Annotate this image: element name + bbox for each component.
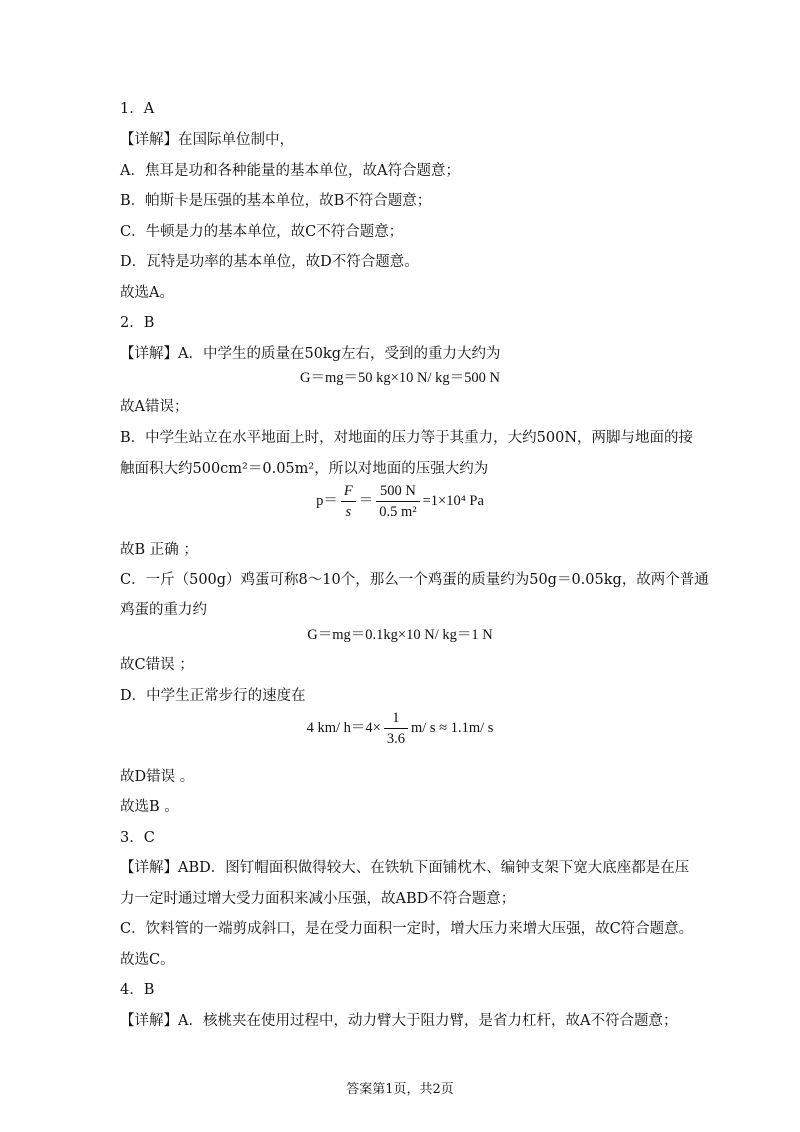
explanation-line: 鸡蛋的重力约: [120, 602, 207, 618]
explanation-line: 故C错误 ；: [120, 657, 194, 673]
explanation-line: 【详解】A．核桃夹在使用过程中，动力臂大于阻力臂，是省力杠杆，故A不符合题意；: [120, 1013, 678, 1029]
fraction-numerator: 500 N: [376, 482, 419, 502]
explanation-line: 触面积大约500cm²＝0.05m²，所以对地面的压强大约为: [120, 461, 489, 477]
explanation-line: B．帕斯卡是压强的基本单位，故B不符合题意；: [120, 193, 432, 209]
conclusion-line: 故选A。: [120, 285, 174, 301]
explanation-line: C．牛顿是力的基本单位，故C不符合题意；: [120, 224, 404, 240]
explanation-line: 故A错误；: [120, 399, 189, 415]
explanation-line: D．中学生正常步行的速度在: [120, 688, 306, 704]
formula-text: 4 km/ h＝4×: [306, 719, 381, 736]
explanation-line: 【详解】A．中学生的质量在50kg左右，受到的重力大约为: [120, 346, 501, 362]
explanation-line: 【详解】在国际单位制中，: [120, 132, 294, 148]
formula-egg-weight: G＝mg＝0.1kg×10 N/ kg＝1 N: [307, 627, 493, 643]
formula-text: ＝: [358, 492, 374, 509]
explanation-line: A．焦耳是功和各种能量的基本单位，故A符合题意；: [120, 163, 460, 179]
formula-text: p＝: [316, 492, 338, 509]
fraction: [341, 482, 356, 521]
formula-text: =1×10⁴ Pa: [422, 492, 484, 509]
explanation-line: C．一斤（500g）鸡蛋可称8～10个，那么一个鸡蛋的质量约为50g＝0.05kg，故两个普通: [120, 572, 709, 588]
fraction-denominator: 0.5 m²: [379, 504, 417, 520]
explanation-line: B．中学生站立在水平地面上时，对地面的压力等于其重力，大约500N，两脚与地面的接: [120, 430, 694, 446]
formula-weight: G＝mg＝50 kg×10 N/ kg＝500 N: [300, 370, 500, 386]
fraction-numerator: F: [341, 482, 356, 502]
fraction-denominator: s: [345, 504, 352, 520]
fraction: [376, 482, 419, 521]
fraction-denominator: 3.6: [386, 731, 405, 747]
page-footer: 答案第1页，共2页: [346, 1082, 454, 1097]
answer-number: 1．A: [120, 101, 155, 117]
conclusion-line: 故选B 。: [120, 799, 179, 815]
fraction-numerator: 1: [384, 709, 408, 729]
answer-number: 3．C: [120, 830, 155, 846]
answer-number: 2．B: [120, 315, 155, 331]
explanation-line: 【详解】ABD．图钉帽面积做得较大、在铁轨下面铺枕木、编钟支架下宽大底座都是在压: [120, 860, 690, 876]
explanation-line: 力一定时通过增大受力面积来减小压强，故ABD不符合题意；: [120, 891, 516, 907]
formula-text: m/ s ≈ 1.1m/ s: [410, 719, 494, 736]
formula-speed: [0, 709, 800, 748]
conclusion-line: 故选C。: [120, 952, 175, 968]
explanation-line: C．饮料管的一端剪成斜口，是在受力面积一定时，增大压力来增大压强，故C符合题意。: [120, 921, 694, 937]
explanation-line: 故D错误 。: [120, 769, 195, 785]
fraction: [384, 709, 408, 748]
explanation-line: 故B 正确 ；: [120, 542, 198, 558]
explanation-line: D．瓦特是功率的基本单位，故D不符合题意。: [120, 254, 419, 270]
answer-number: 4．B: [120, 982, 155, 998]
formula-pressure: [0, 482, 800, 521]
